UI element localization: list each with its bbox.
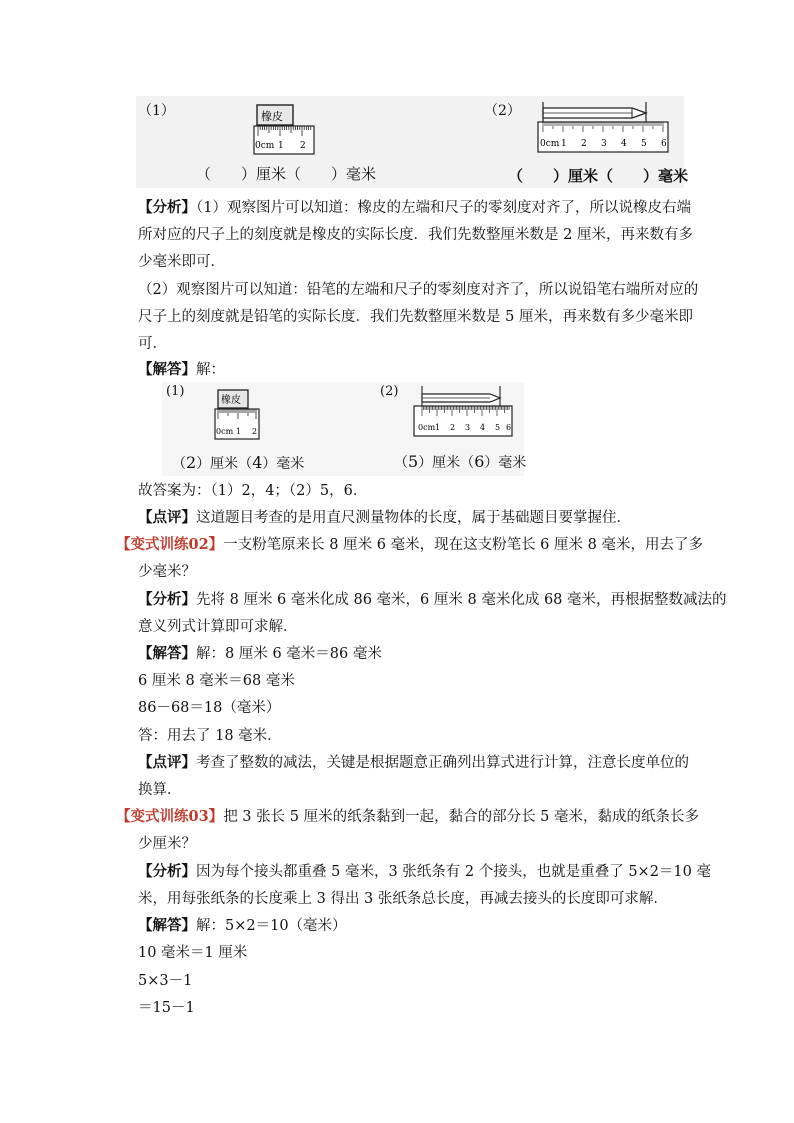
ex3-title: 【变式训练03】 — [116, 808, 224, 825]
figure1-number: （1） — [138, 103, 175, 119]
ex2-title: 【变式训练02】 — [116, 536, 224, 553]
answer1-mm-value: 4 — [252, 453, 263, 472]
svg-text:6: 6 — [661, 139, 667, 149]
ex3-answer-line4: ＝15－1 — [138, 1000, 195, 1016]
ex2-answer-line2: 6 厘米 8 毫米＝68 毫米 — [138, 673, 295, 689]
ex2-answer-line4: 答：用去了 18 毫米． — [138, 728, 282, 744]
svg-text:4: 4 — [621, 139, 627, 149]
ex3-question-line1: 【变式训练03】把 3 张长 5 厘米的纸条黏到一起，黏合的部分长 5 毫米，黏成的纸条长多 — [116, 808, 700, 825]
svg-text:0cm: 0cm — [540, 139, 560, 149]
comment1-line: 【点评】这道题目考查的是用直尺测量物体的长度，属于基础题目要掌握住． — [138, 509, 631, 526]
answer-pencil-ruler — [408, 384, 516, 440]
svg-text:1: 1 — [561, 139, 567, 149]
svg-text:5: 5 — [641, 139, 647, 149]
svg-text:1: 1 — [278, 141, 284, 151]
analysis1-line2: 所对应的尺子上的刻度就是橡皮的实际长度．我们先数整厘米数是 2 厘米，再来数有多 — [138, 227, 693, 243]
figure1-caption: （ ）厘米（ ）毫米 — [196, 165, 377, 183]
analysis1-line5: 尺子上的刻度就是铅笔的实际长度．我们先数整厘米数是 5 厘米，再来数有多少毫米即 — [138, 309, 693, 325]
svg-text:2: 2 — [252, 427, 258, 436]
ex2-analysis-line1: 【分析】先将 8 厘米 6 毫米化成 86 毫米，6 厘米 8 毫米化成 68 毫米，再根据整数减法的 — [138, 591, 727, 608]
svg-text:1: 1 — [236, 427, 242, 436]
pencil-ruler-figure — [536, 100, 674, 156]
ex3-answer-line2: 10 毫米＝1 厘米 — [138, 945, 248, 961]
svg-text:橡皮: 橡皮 — [221, 395, 241, 406]
svg-text:3: 3 — [601, 139, 607, 149]
ex2-comment-line1: 【点评】考查了整数的减法，关键是根据题意正确列出算式进行计算，注意长度单位的 — [138, 754, 689, 771]
ex3-question-line2: 少厘米？ — [138, 836, 196, 852]
svg-text:1: 1 — [435, 423, 441, 432]
svg-text:2: 2 — [300, 141, 306, 151]
svg-text:0cm: 0cm — [216, 427, 234, 436]
answer1-line: 【解答】解： — [138, 361, 225, 378]
final-answer-1: 故答案为：（1）2，4；（2）5，6． — [138, 483, 368, 499]
answer-eraser-ruler — [212, 384, 262, 444]
analysis1-line1: 【分析】（1）观察图片可以知道：橡皮的左端和尺子的零刻度对齐了，所以说橡皮右端 — [138, 199, 691, 216]
ex2-answer-line3: 86－68＝18（毫米） — [138, 700, 281, 716]
analysis-tag: 【分析】 — [138, 199, 196, 216]
svg-text:2: 2 — [450, 423, 456, 432]
ex3-answer-line1: 【解答】解：5×2＝10（毫米） — [138, 917, 347, 934]
svg-text:5: 5 — [495, 423, 501, 432]
analysis1-line4: （2）观察图片可以知道：铅笔的左端和尺子的零刻度对齐了，所以说铅笔右端所对应的 — [138, 282, 699, 298]
svg-text:6: 6 — [506, 423, 512, 432]
figure2-caption: （ ）厘米（ ）毫米 — [508, 167, 689, 185]
ex2-question-line2: 少毫米？ — [138, 564, 196, 580]
answer-figure2-number: (2) — [380, 384, 399, 399]
figure2-number: （2） — [484, 103, 521, 119]
answer2-mm-value: 6 — [474, 452, 485, 471]
answer1-cm-value: 2 — [186, 453, 197, 472]
ex2-question-line1: 【变式训练02】一支粉笔原来长 8 厘米 6 毫米，现在这支粉笔长 6 厘米 8 毫米，用去了多 — [116, 536, 703, 553]
ex2-analysis-line2: 意义列式计算即可求解． — [138, 619, 298, 635]
ex3-analysis-line2: 米，用每张纸条的长度乘上 3 得出 3 张纸条总长度，再减去接头的长度即可求解． — [138, 891, 668, 907]
eraser-ruler-figure — [250, 100, 320, 156]
ex3-analysis-line1: 【分析】因为每个接头都重叠 5 毫米，3 张纸条有 2 个接头，也就是重叠了 5×2＝10 毫 — [138, 863, 711, 880]
svg-text:3: 3 — [465, 423, 471, 432]
svg-text:0cm: 0cm — [255, 141, 275, 151]
answer-figure2-caption: （5）厘米（6）毫米 — [394, 452, 527, 471]
analysis1-line6: 可． — [138, 336, 167, 352]
ex2-answer-line1: 【解答】解：8 厘米 6 毫米＝86 毫米 — [138, 645, 382, 662]
svg-text:2: 2 — [581, 139, 587, 149]
answer-figure1-caption: （2）厘米（4）毫米 — [172, 453, 305, 472]
answer-tag: 【解答】 — [138, 361, 196, 378]
ex3-answer-line3: 5×3－1 — [138, 973, 193, 989]
eraser-label: 橡皮 — [261, 110, 283, 123]
ex2-comment-line2: 换算． — [138, 782, 182, 798]
answer2-cm-value: 5 — [408, 452, 419, 471]
analysis1-line3: 少毫米即可． — [138, 254, 225, 270]
svg-text:0cm: 0cm — [418, 423, 436, 432]
comment-tag: 【点评】 — [138, 509, 196, 526]
svg-text:4: 4 — [480, 423, 486, 432]
answer-figure1-number: (1) — [166, 384, 185, 399]
